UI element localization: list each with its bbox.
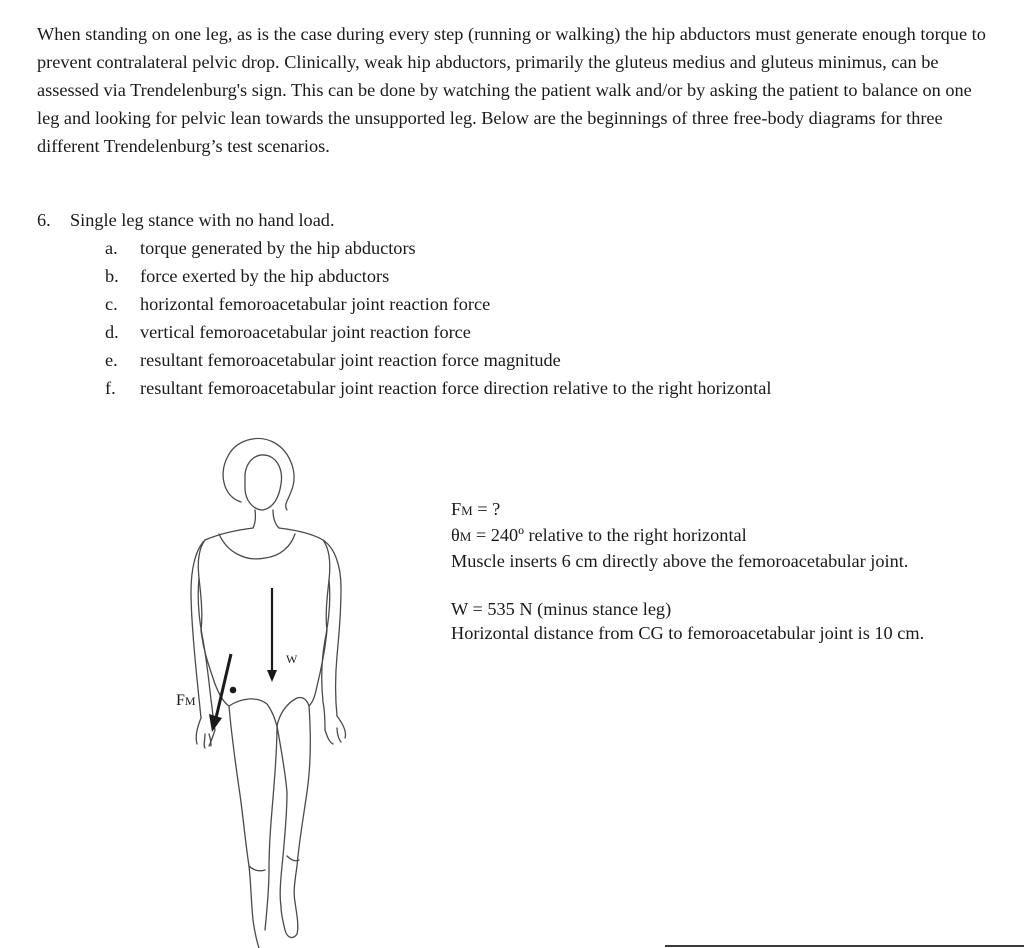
muscle-force-given (451, 497, 1011, 523)
question-number: 6. (37, 210, 51, 230)
weight-vector-arrowhead (267, 670, 277, 682)
hair-outline (223, 439, 294, 510)
sub-question-text: torque generated by the hip abductors (140, 238, 416, 258)
body-outline-drawing (165, 430, 390, 948)
sub-question-list (37, 234, 997, 402)
sub-question-label: d. (105, 322, 119, 342)
sub-question-label: c. (105, 294, 118, 314)
muscle-angle-given (451, 523, 1011, 549)
sub-question (37, 262, 997, 290)
free-body-diagram (165, 430, 390, 948)
hip-joint-point (230, 687, 237, 694)
horizontal-distance-given: Horizontal distance from CG to femoroacetabular joint is 10 cm. (451, 623, 925, 643)
intro-paragraph: When standing on one leg, as is the case during every step (running or walking) the hip abductors must generate enough torque to prevent contralateral pelvic drop. Clinically, weak hip abductors, primarily the gluteus medius and gluteus minimus, can be assessed via Trendelenburg's sign. This can be done by watching the patient walk and/or by asking the patient to balance on one leg and looking for pelvic lean towards the unsupported leg. Below are the beginnings of three free-body diagrams for three different Trendelenburg’s test scenarios. (37, 24, 986, 156)
torso-left-outline (198, 528, 253, 630)
theta-value: = 240º relative to the right horizontal (471, 525, 747, 545)
sub-question-text: resultant femoroacetabular joint reaction force direction relative to the right horizontal (140, 378, 772, 398)
right-leg-outer (294, 706, 310, 902)
muscle-force-subscript: M (184, 694, 196, 708)
sub-question (37, 234, 997, 262)
right-hand (325, 716, 346, 744)
neckline (219, 534, 295, 559)
right-foot (281, 902, 298, 937)
sub-question (37, 318, 997, 346)
sub-question (37, 374, 997, 402)
right-arm-outer (323, 540, 341, 716)
spacer (451, 573, 1011, 597)
sub-question-text: horizontal femoroacetabular joint reaction force (140, 294, 491, 314)
right-leg-inner (277, 726, 287, 906)
left-knee (249, 866, 265, 871)
waist-left (201, 630, 229, 706)
fm-symbol: F (451, 499, 462, 519)
sub-question-text: force exerted by the hip abductors (140, 266, 390, 286)
weight-given: W = 535 N (minus stance leg) (451, 599, 672, 619)
leotard-leg-right (277, 697, 309, 726)
left-leg-outer (229, 706, 259, 948)
question-heading (37, 206, 997, 234)
question-6 (37, 206, 997, 402)
page-divider (665, 945, 1024, 947)
question-title: Single leg stance with no hand load. (70, 210, 335, 230)
sub-question (37, 290, 997, 318)
sub-question-label: f. (105, 378, 116, 398)
fm-value: = ? (472, 499, 501, 519)
neck-outline (253, 510, 279, 528)
right-arm-inner (322, 580, 330, 730)
sub-question-text: vertical femoroacetabular joint reaction force (140, 322, 471, 342)
muscle-force-label (176, 692, 196, 710)
given-values (451, 497, 1011, 645)
face-outline (245, 455, 282, 510)
fm-subscript: M (461, 503, 473, 518)
left-leg-inner (265, 726, 277, 930)
theta-symbol: θ (451, 525, 460, 545)
weight-label: W (286, 652, 298, 666)
muscle-insertion-given: Muscle inserts 6 cm directly above the femoroacetabular joint. (451, 551, 909, 571)
sub-question-label: e. (105, 350, 118, 370)
sub-question-label: b. (105, 266, 119, 286)
leotard-leg-left (229, 699, 277, 726)
sub-question-label: a. (105, 238, 118, 258)
sub-question-text: resultant femoroacetabular joint reaction force magnitude (140, 350, 561, 370)
theta-subscript: M (459, 529, 472, 544)
torso-right-outline (279, 528, 330, 630)
muscle-force-symbol: F (176, 692, 185, 709)
sub-question (37, 346, 997, 374)
